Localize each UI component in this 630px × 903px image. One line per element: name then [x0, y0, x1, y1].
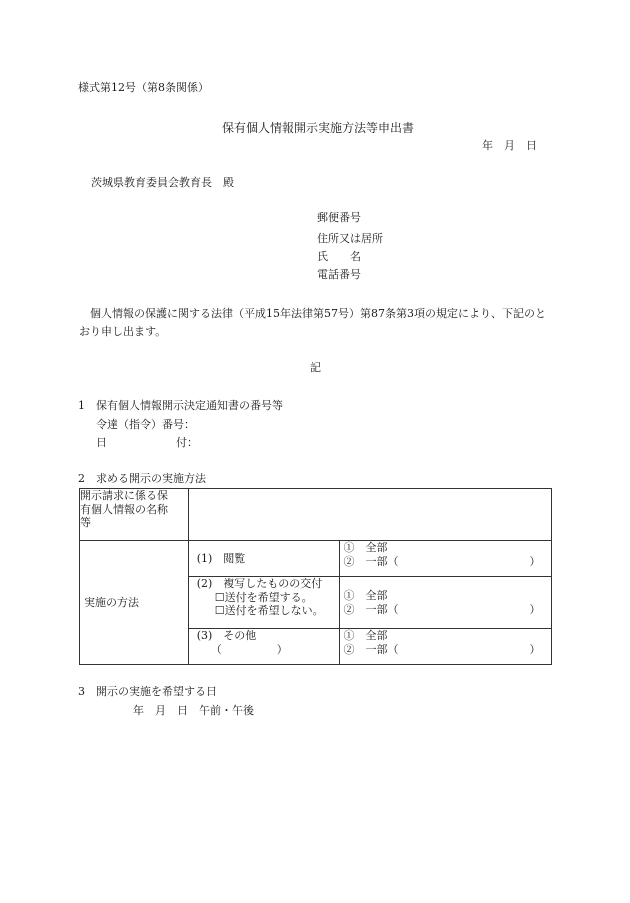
desired-date: 年 月 日 午前・午後 — [133, 704, 254, 717]
option-2-choice-cell[interactable] — [339, 577, 551, 629]
option-3-part[interactable]: ② 一部（ — [343, 642, 399, 656]
table-row — [80, 541, 552, 577]
info-name-label-cell — [80, 489, 189, 541]
disclosure-method-table — [79, 488, 552, 665]
option-2-title: (2) 複写したものの交付 — [196, 577, 323, 590]
option-3-other-field[interactable]: （ ） — [210, 642, 288, 656]
option-1-cell[interactable] — [188, 541, 339, 577]
info-name-input-cell[interactable] — [188, 489, 551, 541]
option-2-send-no-checkbox[interactable]: ☐送付を希望しない。 — [214, 604, 324, 617]
table-row — [80, 489, 552, 541]
option-3-title: (3) その他 — [196, 629, 257, 642]
section-3-heading: 3 開示の実施を希望する日 — [78, 685, 217, 698]
postal-code-label: 郵便番号 — [317, 211, 361, 224]
body-text-line-2: おり申し出ます。 — [79, 325, 167, 338]
option-1-close-paren: ） — [529, 554, 541, 568]
option-1-part[interactable]: ② 一部（ — [343, 554, 399, 568]
option-2-part[interactable]: ② 一部（ — [343, 602, 399, 616]
form-number: 様式第12号（第8条関係） — [78, 81, 209, 94]
info-name-label-line: 有個人情報の名称 — [80, 502, 168, 516]
option-2-send-yes-checkbox[interactable]: ☐送付を希望する。 — [214, 590, 313, 604]
option-1-all[interactable]: ① 全部 — [343, 541, 388, 554]
option-2-all[interactable]: ① 全部 — [343, 589, 388, 602]
section-1-heading: 1 保有個人情報開示決定通知書の番号等 — [78, 399, 283, 412]
option-3-close-paren: ） — [529, 642, 541, 656]
phone-label: 電話番号 — [317, 268, 361, 281]
option-2-close-paren: ） — [529, 602, 541, 616]
info-name-label-line: 等 — [80, 516, 91, 529]
option-1-choice-cell[interactable] — [339, 541, 551, 577]
date-label-left: 日 — [96, 436, 107, 449]
name-label: 氏 名 — [317, 250, 361, 263]
address-label: 住所又は居所 — [317, 232, 383, 245]
section-2-heading: 2 求める開示の実施方法 — [78, 472, 206, 485]
info-name-label-line: 開示請求に係る保 — [80, 489, 168, 502]
option-2-cell[interactable] — [188, 577, 339, 629]
date-line: 年 月 日 — [482, 139, 537, 152]
method-label-cell — [80, 541, 189, 665]
body-text-line-1: 個人情報の保護に関する法律（平成15年法律第57号）第87条第3項の規定により、下記のと — [90, 307, 546, 320]
date-label-right: 付： — [176, 436, 198, 449]
option-3-cell[interactable] — [188, 629, 339, 665]
ki-heading: 記 — [310, 361, 321, 374]
addressee: 茨城県教育委員会教育長 殿 — [91, 176, 234, 189]
option-1-title: (1) 閲覧 — [196, 551, 246, 565]
option-3-choice-cell[interactable] — [339, 629, 551, 665]
option-3-all[interactable]: ① 全部 — [343, 629, 388, 642]
method-label: 実施の方法 — [84, 595, 139, 609]
doc-number-label: 令達（指令）番号： — [96, 418, 195, 431]
document-title: 保有個人情報開示実施方法等申出書 — [222, 121, 415, 135]
